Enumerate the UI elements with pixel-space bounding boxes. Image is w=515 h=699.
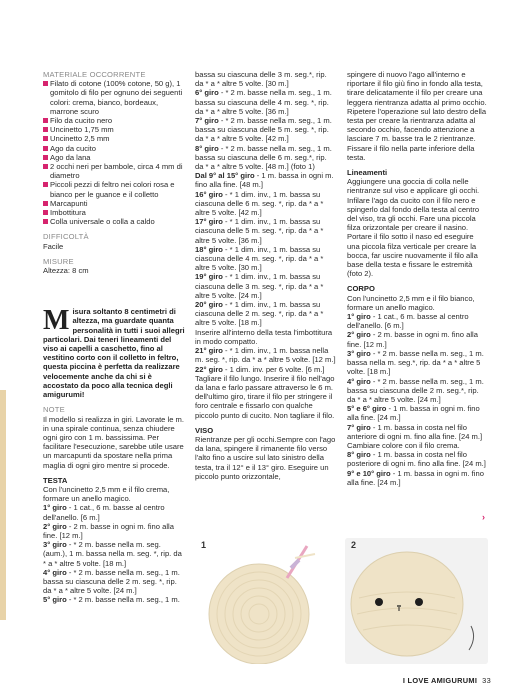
round-label: 4° giro bbox=[347, 376, 371, 386]
material-item bbox=[43, 79, 185, 116]
round-text: - * 2 m. basse nella m. seg., 1 m. bassa nella m. seg.*, rip. da * a * altre 5 volte. [18 m.] bbox=[347, 348, 484, 377]
round-text: - * 1 dim. inv., 1 m. bassa su ciascuna delle 2 m. seg. *, rip. da * a * altre 5 volte. [18 m.] bbox=[195, 300, 324, 328]
round-label: 9° e 10° giro bbox=[347, 468, 391, 478]
page-number: 33 bbox=[482, 676, 491, 685]
round-label: 7° giro bbox=[195, 116, 219, 126]
round-label: 18° giro bbox=[195, 244, 223, 254]
round-5-continuation: bassa su ciascuna delle 3 m. seg.*, rip. da * a * altre 5 volte. [30 m.] bbox=[195, 70, 327, 89]
round-text: - * 1 dim. inv., 1 m. bassa su ciascuna delle 3 m. seg. *, rip. da * a * altre 5 volte. [24 m.] bbox=[195, 272, 324, 300]
materials-list bbox=[43, 79, 185, 226]
round-instruction bbox=[195, 272, 337, 300]
round-instruction bbox=[43, 595, 185, 604]
column-3 bbox=[347, 70, 487, 487]
testa-heading: TESTA bbox=[43, 475, 68, 485]
viso-continuation: spingere di nuovo l'ago all'interno e riportare il filo giù fino in fondo alla testa, tirare delicatamente il filo per creare una leggera rientranza adatta al primo occhio. Ripetere l'operazione sul lato destro della testa per creare la rientranza adatta al secondo occhio, facendo attenzione a lasciare 7 m. basse tra le 2 rientranze. Fissare il filo nella parte inferiore della testa. bbox=[347, 70, 487, 162]
round-instruction bbox=[195, 365, 337, 374]
notes-text: Il modello si realizza in giri. Lavorate le m. in una spirale continua, senza chiudere ogni giro con 1 m. bassissima. Per facilitare l'esecuzione, sarebbe utile usare un marcapunti da spostare nella prima maglia di ogni giro mentre si procede. bbox=[43, 414, 184, 470]
material-text: Filo da cucito nero bbox=[50, 116, 113, 126]
round-label: 5° giro bbox=[43, 595, 67, 605]
bullet-square-icon bbox=[43, 155, 48, 160]
round-instruction bbox=[195, 346, 337, 364]
viso-text: Rientranze per gli occhi.Sempre con l'ago da lana, spingere il rimanente filo verso l'alto fino a uscire sul lato sinistro della testa, tra il 12° e il 13° giro. Eseguire un piccolo punto orizzontale, bbox=[195, 434, 336, 481]
head-rounds bbox=[195, 88, 337, 327]
material-item bbox=[43, 116, 185, 125]
round-label: 20° giro bbox=[195, 300, 223, 310]
material-item bbox=[43, 208, 185, 217]
round-label: 6° giro bbox=[195, 88, 219, 98]
round-instruction bbox=[347, 377, 487, 405]
photo-2-number: 2 bbox=[351, 540, 357, 550]
round-instruction bbox=[347, 312, 487, 330]
round-instruction bbox=[347, 450, 487, 468]
round-instruction bbox=[347, 404, 487, 422]
material-text: Uncinetto 1,75 mm bbox=[50, 125, 114, 135]
round-text: - * 2 m. basse nella m. seg., 1 m. bassa su ciascuna delle 6 m. seg.*, rip. da * a * altre 5 volte. [48 m.] (foto 1) bbox=[195, 143, 332, 172]
round-instruction bbox=[195, 88, 337, 116]
material-text: Colla universale o colla a caldo bbox=[50, 217, 155, 227]
round-text: - * 1 dim. inv., 1 m. bassa su ciascuna delle 6 m. seg. *, rip. da * a * altre 5 volte. [42 m.] bbox=[195, 189, 324, 218]
round-text: - 1 m. bassa in costa nel filo posteriore di ogni m. fino alla fine. [24 m.] bbox=[347, 450, 486, 469]
difficulty-value: Facile bbox=[43, 241, 64, 251]
round-label: 8° giro bbox=[347, 450, 371, 460]
round-instruction bbox=[43, 503, 185, 521]
bullet-square-icon bbox=[43, 201, 48, 206]
bullet-square-icon bbox=[43, 136, 48, 141]
round-text: - * 1 dim. inv., 1 m. bassa su ciascuna delle 4 m. seg. *, rip. da * a * altre 5 volte. [30 m.] bbox=[195, 244, 324, 273]
round-label: 22° giro bbox=[195, 364, 223, 374]
round-text: - 1 cat., 6 m. basse al centro dell'anello. [6 m.] bbox=[347, 312, 469, 331]
photo-1 bbox=[195, 538, 337, 664]
round-instruction bbox=[43, 568, 185, 596]
round-label: 2° giro bbox=[347, 330, 371, 340]
round-label: 4° giro bbox=[43, 567, 67, 577]
material-item bbox=[43, 162, 185, 180]
round-text: - 2 m. basse in ogni m. fino alla fine. [12 m.] bbox=[347, 330, 478, 349]
round-label: 19° giro bbox=[195, 272, 223, 282]
bullet-square-icon bbox=[43, 118, 48, 123]
round-text: - * 2 m. basse nella m. seg., 1 m. bassa su ciascuna delle 2 m. seg. *, rip. da * a * altre 5 volte. [24 m.] bbox=[43, 567, 180, 596]
photo-1-number: 1 bbox=[201, 540, 207, 550]
round-label: 3° giro bbox=[347, 348, 371, 358]
material-item bbox=[43, 180, 185, 198]
round-instruction bbox=[195, 245, 337, 273]
material-text: Marcapunti bbox=[50, 198, 88, 208]
body-rounds-continued bbox=[347, 450, 487, 487]
finish-instruction: Tagliare il filo lungo. Inserire il filo nell'ago da lana e farlo passare attraverso le 6 m. dell'ultimo giro, tirare il filo per stringere il foro centrale e fissarlo con qualche piccolo punto di cucito. Non tagliare il filo. bbox=[195, 373, 335, 420]
round-instruction bbox=[347, 349, 487, 377]
intro-paragraph bbox=[43, 307, 185, 399]
intro-dropcap: M bbox=[43, 305, 70, 337]
photo-2 bbox=[345, 538, 488, 664]
round-text: - * 2 m. basse nella m. seg., 1 m. bbox=[66, 595, 180, 605]
material-text: Uncinetto 2,5 mm bbox=[50, 134, 110, 144]
magazine-name: I LOVE AMIGURUMI bbox=[402, 676, 478, 685]
round-text: - 1 m. bassa in ogni m. fino alla fine. [24 m.] bbox=[347, 404, 480, 423]
corpo-heading: CORPO bbox=[347, 284, 375, 294]
round-label: 8° giro bbox=[195, 143, 219, 153]
bullet-square-icon bbox=[43, 219, 48, 224]
round-text: - 1 m. bassa in costa nel filo anteriore di ogni m. fino alla fine. [24 m.] bbox=[347, 422, 483, 441]
bullet-square-icon bbox=[43, 182, 48, 187]
page-footer bbox=[403, 676, 491, 685]
round-text: - * 2 m. basse nella m. seg., 1 m. bassa su ciascuna delle 4 m. seg. *, rip. da * a * altre 5 volte. [36 m.] bbox=[195, 88, 332, 116]
difficulty-heading: DIFFICOLTÀ bbox=[43, 232, 89, 242]
round-label: 17° giro bbox=[195, 217, 223, 227]
round-instruction bbox=[347, 330, 487, 348]
round-label: 1° giro bbox=[43, 503, 67, 513]
viso-heading: VISO bbox=[195, 425, 214, 435]
column-2 bbox=[195, 70, 337, 481]
bullet-square-icon bbox=[43, 127, 48, 132]
round-instruction bbox=[195, 217, 337, 245]
round-instruction bbox=[195, 116, 337, 144]
round-label: 5° e 6° giro bbox=[347, 404, 387, 414]
bullet-square-icon bbox=[43, 210, 48, 215]
head-closing-rounds bbox=[195, 346, 337, 374]
round-text: - 2 m. basse in ogni m. fino alla fine. [12 m.] bbox=[43, 521, 174, 540]
materials-heading: MATERIALE OCCORRENTE bbox=[43, 70, 146, 79]
material-text: Piccoli pezzi di feltro nei colori rosa e bianco per le guance e il colletto bbox=[50, 180, 175, 199]
round-label: 16° giro bbox=[195, 189, 223, 199]
round-text: - 1 dim. inv. per 6 volte. [6 m.] bbox=[222, 364, 325, 374]
testa-intro: Con l'uncinetto 2,5 mm e il filo crema, formare un anello magico. bbox=[43, 484, 170, 504]
crochet-head-photo bbox=[345, 538, 488, 664]
round-text: - * 2 m. basse nella m. seg. (aum.), 1 m. bassa nella m. seg. *, rip. da * a * altre 5 volte. [18 m.] bbox=[43, 540, 182, 568]
continue-arrow-icon: › bbox=[482, 512, 485, 522]
round-text: - * 1 dim. inv., 1 m. bassa su ciascuna delle 5 m. seg. *, rip. da * a * altre 5 volte. [36 m.] bbox=[195, 217, 324, 245]
round-text: - * 2 m. basse nella m. seg., 1 m. bassa su ciascuna delle 5 m. seg. *, rip. da * a * altre 5 volte. [42 m.] bbox=[195, 116, 332, 144]
round-instruction bbox=[195, 300, 337, 328]
lineamenti-text: Aggiungere una goccia di colla nelle rientranze sul viso e applicare gli occhi. Infilare l'ago da cucito con il filo nero e spingerlo dal fondo della testa al centro del viso, tra gli occhi. Fare una piccola filza orizzontale per creare il nasino. Portare il filo sotto il naso ed eseguire una piccola filza verticale per creare la bocca, far uscire nuovamente il filo alla base della testa e fissare le estremità (foto 2). bbox=[347, 177, 480, 279]
bullet-square-icon bbox=[43, 146, 48, 151]
intro-text: isura soltanto 8 centimetri di altezza, ma guardate quanta personalità in tutti i suoi allegri particolari. Dai teneri lineamenti del viso ai capelli a caschetto, fino al vestitino corto con il colletto in feltro, questa piccina è perfetta da realizzare velocemente anche da chi si è accostato da poco alla tecnica degli amigurumi! bbox=[43, 307, 185, 400]
round-label: 2° giro bbox=[43, 521, 67, 531]
round-label: 1° giro bbox=[347, 312, 371, 322]
round-label: 3° giro bbox=[43, 540, 67, 550]
corpo-intro: Con l'uncinetto 2,5 mm e il filo bianco, formare un anello magico. bbox=[347, 293, 475, 312]
round-instruction bbox=[195, 171, 337, 189]
round-text: - * 1 dim. inv., 1 m. bassa nella m. seg. *, rip. da * a * altre 5 volte. [12 m.] bbox=[195, 346, 336, 365]
color-change-instruction: Cambiare colore con il filo crema. bbox=[347, 440, 460, 450]
round-instruction bbox=[43, 522, 185, 540]
material-text: Imbottitura bbox=[50, 208, 86, 218]
material-text: Filato di cotone (100% cotone, 50 g), 1 gomitolo di filo per ognuno dei seguenti colori: crema, bianco, bordeaux, marrone scuro bbox=[50, 79, 183, 116]
material-item bbox=[43, 144, 185, 153]
round-instruction bbox=[195, 190, 337, 218]
notes-heading: NOTE bbox=[43, 405, 65, 415]
round-text: - 1 cat., 6 m. basse al centro dell'anello. [6 m.] bbox=[43, 503, 165, 522]
material-text: Ago da cucito bbox=[50, 143, 97, 153]
measures-value: Altezza: 8 cm bbox=[43, 266, 89, 276]
crochet-disc-photo bbox=[195, 538, 337, 664]
round-text: - * 2 m. basse nella m. seg., 1 m. bassa su ciascuna delle 2 m. seg.*, rip. da * a * altre 5 volte. [24 m.] bbox=[347, 376, 484, 404]
lineamenti-heading: Lineamenti bbox=[347, 168, 388, 178]
round-instruction bbox=[43, 540, 185, 568]
round-text: - 1 m. bassa in ogni m. fino alla fine. [24 m.] bbox=[347, 468, 484, 487]
round-label: 21° giro bbox=[195, 346, 223, 356]
round-label: 7° giro bbox=[347, 422, 371, 432]
body-rounds bbox=[347, 312, 487, 441]
testa-rounds bbox=[43, 503, 185, 604]
material-text: Ago da lana bbox=[50, 152, 91, 162]
round-label: Dal 9° al 15° giro bbox=[195, 171, 255, 181]
stuffing-instruction: Inserire all'interno della testa l'imbottitura in modo compatto. bbox=[195, 327, 333, 346]
round-text: - 1 m. bassa in ogni m. fino alla fine. [48 m.] bbox=[195, 171, 334, 190]
material-text: 2 occhi neri per bambole, circa 4 mm di diametro bbox=[50, 162, 183, 181]
bullet-square-icon bbox=[43, 81, 48, 86]
material-item bbox=[43, 125, 185, 134]
round-instruction bbox=[347, 423, 487, 441]
measures-heading: MISURE bbox=[43, 256, 74, 266]
column-1 bbox=[43, 70, 185, 605]
material-item bbox=[43, 217, 185, 226]
round-instruction bbox=[195, 144, 337, 172]
material-item bbox=[43, 153, 185, 162]
material-item bbox=[43, 199, 185, 208]
material-item bbox=[43, 134, 185, 143]
bullet-square-icon bbox=[43, 164, 48, 169]
round-instruction bbox=[347, 469, 487, 487]
page-edge-strip bbox=[0, 390, 6, 620]
